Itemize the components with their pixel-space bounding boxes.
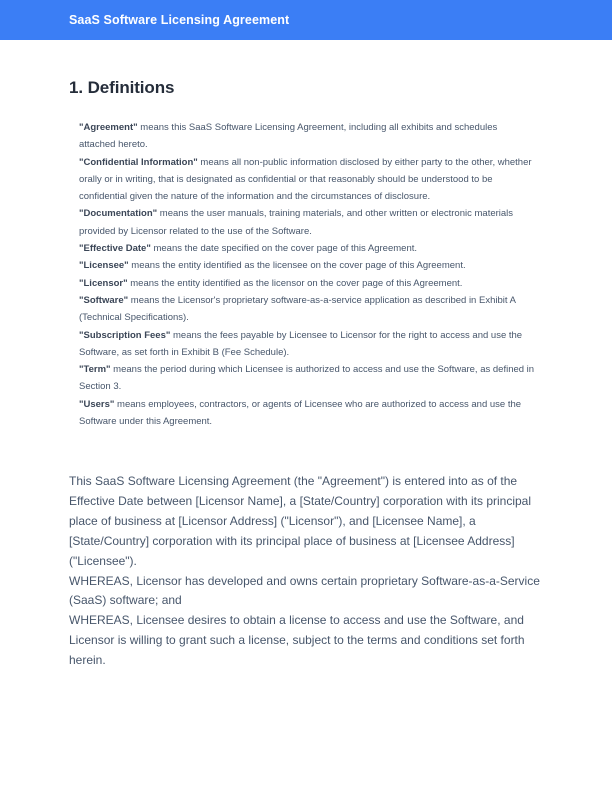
- definition-item: [79, 327, 535, 362]
- definition-item: [79, 292, 535, 327]
- definition-item: [79, 275, 535, 292]
- definition-item: [79, 119, 535, 154]
- section-heading-definitions: 1. Definitions: [69, 78, 175, 97]
- definition-text: means this SaaS Software Licensing Agreement, including all exhibits and schedules attached hereto.: [79, 122, 498, 151]
- definition-item: [79, 257, 535, 274]
- definition-text: means the fees payable by Licensee to Licensor for the right to access and use the Software, as set forth in Exhibit B (Fee Schedule).: [79, 329, 523, 358]
- definition-term: "Licensee": [79, 260, 129, 272]
- definition-term: "Agreement": [79, 122, 138, 133]
- body-paragraph: This SaaS Software Licensing Agreement (the "Agreement") is entered into as of the Effective Date between [Licensor Name], a [State/Country] corporation with its principal place of business at [Licensor Address] ("Licensor"), and [Licensee Name], a [State/Country] corporation with its principal place of business at [Licensee Address] ("Licensee").: [69, 474, 532, 568]
- body-paragraph: WHEREAS, Licensee desires to obtain a license to access and use the Software, and Licensor is willing to grant such a license, subject to the terms and conditions set forth herein.: [69, 613, 525, 668]
- definition-term: "Subscription Fees": [79, 329, 171, 341]
- definition-term: "Users": [79, 398, 115, 410]
- definition-term: "Effective Date": [79, 243, 151, 255]
- definition-term: "Documentation": [79, 208, 158, 220]
- definition-term: "Licensor": [79, 277, 128, 289]
- definition-text: means the entity identified as the licensee on the cover page of this Agreement.: [128, 260, 466, 272]
- definition-text: means the Licensor's proprietary software-as-a-service application as described in Exhibit A (Technical Specifications).: [79, 294, 516, 324]
- definitions-list: [79, 119, 535, 430]
- definition-text: means the user manuals, training materials, and other written or electronic materials provided by Licensor related to the use of the Software.: [79, 208, 514, 237]
- definition-text: means all non-public information disclosed by either party to the other, whether orally or in writing, that is designated as confidential or that reasonably should be understood to be confidential given the nature of the information and the circumstances of disclosure.: [79, 156, 532, 203]
- definition-term: "Software": [79, 294, 129, 306]
- definition-item: [79, 361, 535, 396]
- definition-term: "Term": [79, 364, 111, 376]
- agreement-preamble-block: [69, 472, 543, 671]
- definition-term: "Confidential Information": [79, 156, 198, 168]
- definition-text: means employees, contractors, or agents of Licensee who are authorized to access and use the Software under this Agreement.: [79, 398, 522, 428]
- definition-text: means the date specified on the cover page of this Agreement.: [150, 243, 418, 255]
- document-title: SaaS Software Licensing Agreement: [69, 13, 290, 27]
- definition-text: means the period during which Licensee is authorized to access and use the Software, as defined in Section 3.: [79, 364, 535, 393]
- body-paragraph: WHEREAS, Licensor has developed and owns certain proprietary Software-as-a-Service (SaaS) software; and: [69, 573, 540, 608]
- definition-item: [79, 205, 535, 240]
- definition-item: [79, 154, 535, 206]
- definition-text: means the entity identified as the licensor on the cover page of this Agreement.: [127, 277, 463, 289]
- definition-item: [79, 396, 535, 431]
- definition-item: [79, 240, 535, 257]
